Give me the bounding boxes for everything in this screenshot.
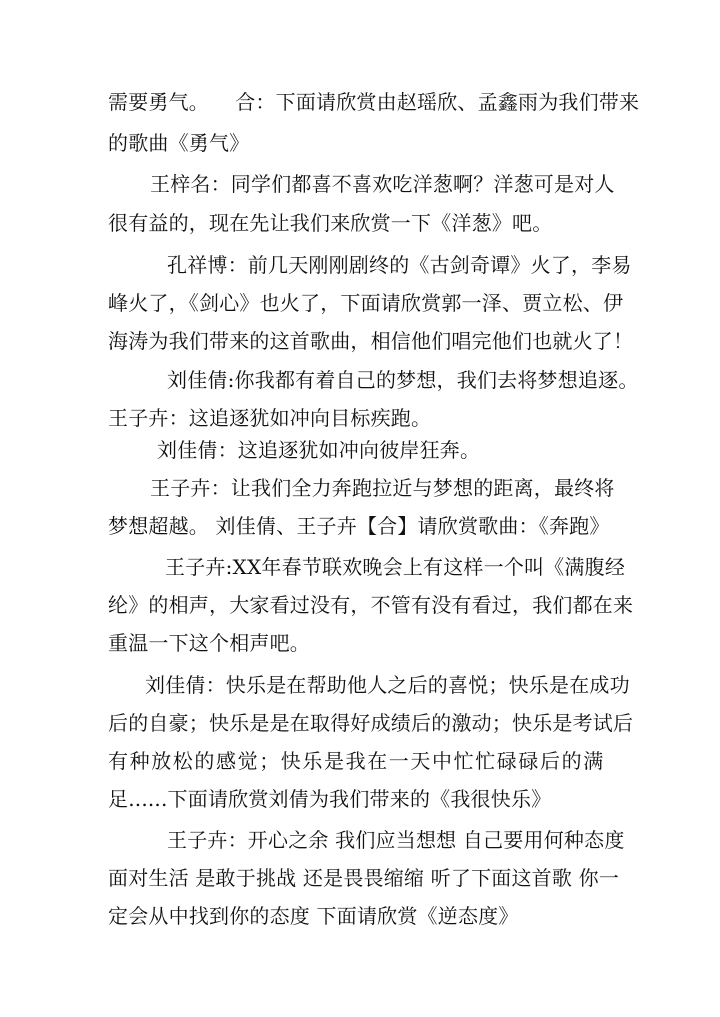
text-line: 重温一下这个相声吧。 [108,631,310,655]
text-line: 刘佳倩：快乐是在帮助他人之后的喜悦；快乐是在成功 [145,673,630,697]
text-line: 梦想超越。 刘佳倩、王子卉【合】请欣赏歌曲：《奔跑》 [108,514,610,538]
text-line: 王梓名：同学们都喜不喜欢吃洋葱啊？洋葱可是对人 [150,172,615,196]
text-line: 峰火了，《剑心》也火了，下面请欣赏郭一泽、贾立松、伊 [108,291,624,315]
text-line: 王子卉：这追逐犹如冲向目标疾跑。 [108,406,432,430]
text-line: 海涛为我们带来的这首歌曲，相信他们唱完他们也就火了！ [108,329,634,353]
text-line: 王子卉：让我们全力奔跑拉近与梦想的距离，最终将 [150,476,615,500]
text-line: 有种放松的感觉；快乐是我在一天中忙忙碌碌后的满 [108,749,605,773]
text-line: 王子卉:XX年春节联欢晚会上有这样一个叫《满腹经 [165,555,626,579]
text-line: 纶》的相声，大家看过没有，不管有没有看过，我们都在来 [108,593,634,617]
text-line: 定会从中找到你的态度 下面请欣赏《逆态度》 [108,904,519,928]
text-line: 的歌曲《勇气》 [108,131,250,155]
text-line: 面对生活 是敢于挑战 还是畏畏缩缩 听了下面这首歌 你一 [108,866,620,890]
text-line: 很有益的，现在先让我们来欣赏一下《洋葱》吧。 [108,211,553,235]
text-line: 后的自豪；快乐是是在取得好成绩后的激动；快乐是考试后 [108,711,634,735]
text-line: 王子卉：开心之余 我们应当想想 自己要用何种态度 [167,828,625,852]
text-line: 孔祥博：前几天刚刚剧终的《古剑奇谭》火了，李易 [167,253,632,277]
text-line: 刘佳倩:你我都有着自己的梦想，我们去将梦想追逐。 [167,368,639,392]
text-line: 足......下面请欣赏刘倩为我们带来的《我很快乐》 [108,787,552,811]
text-line: 刘佳倩：这追逐犹如冲向彼岸狂奔。 [157,438,481,462]
text-line: 需要勇气。 合：下面请欣赏由赵瑶欣、孟鑫雨为我们带来 [108,90,640,114]
